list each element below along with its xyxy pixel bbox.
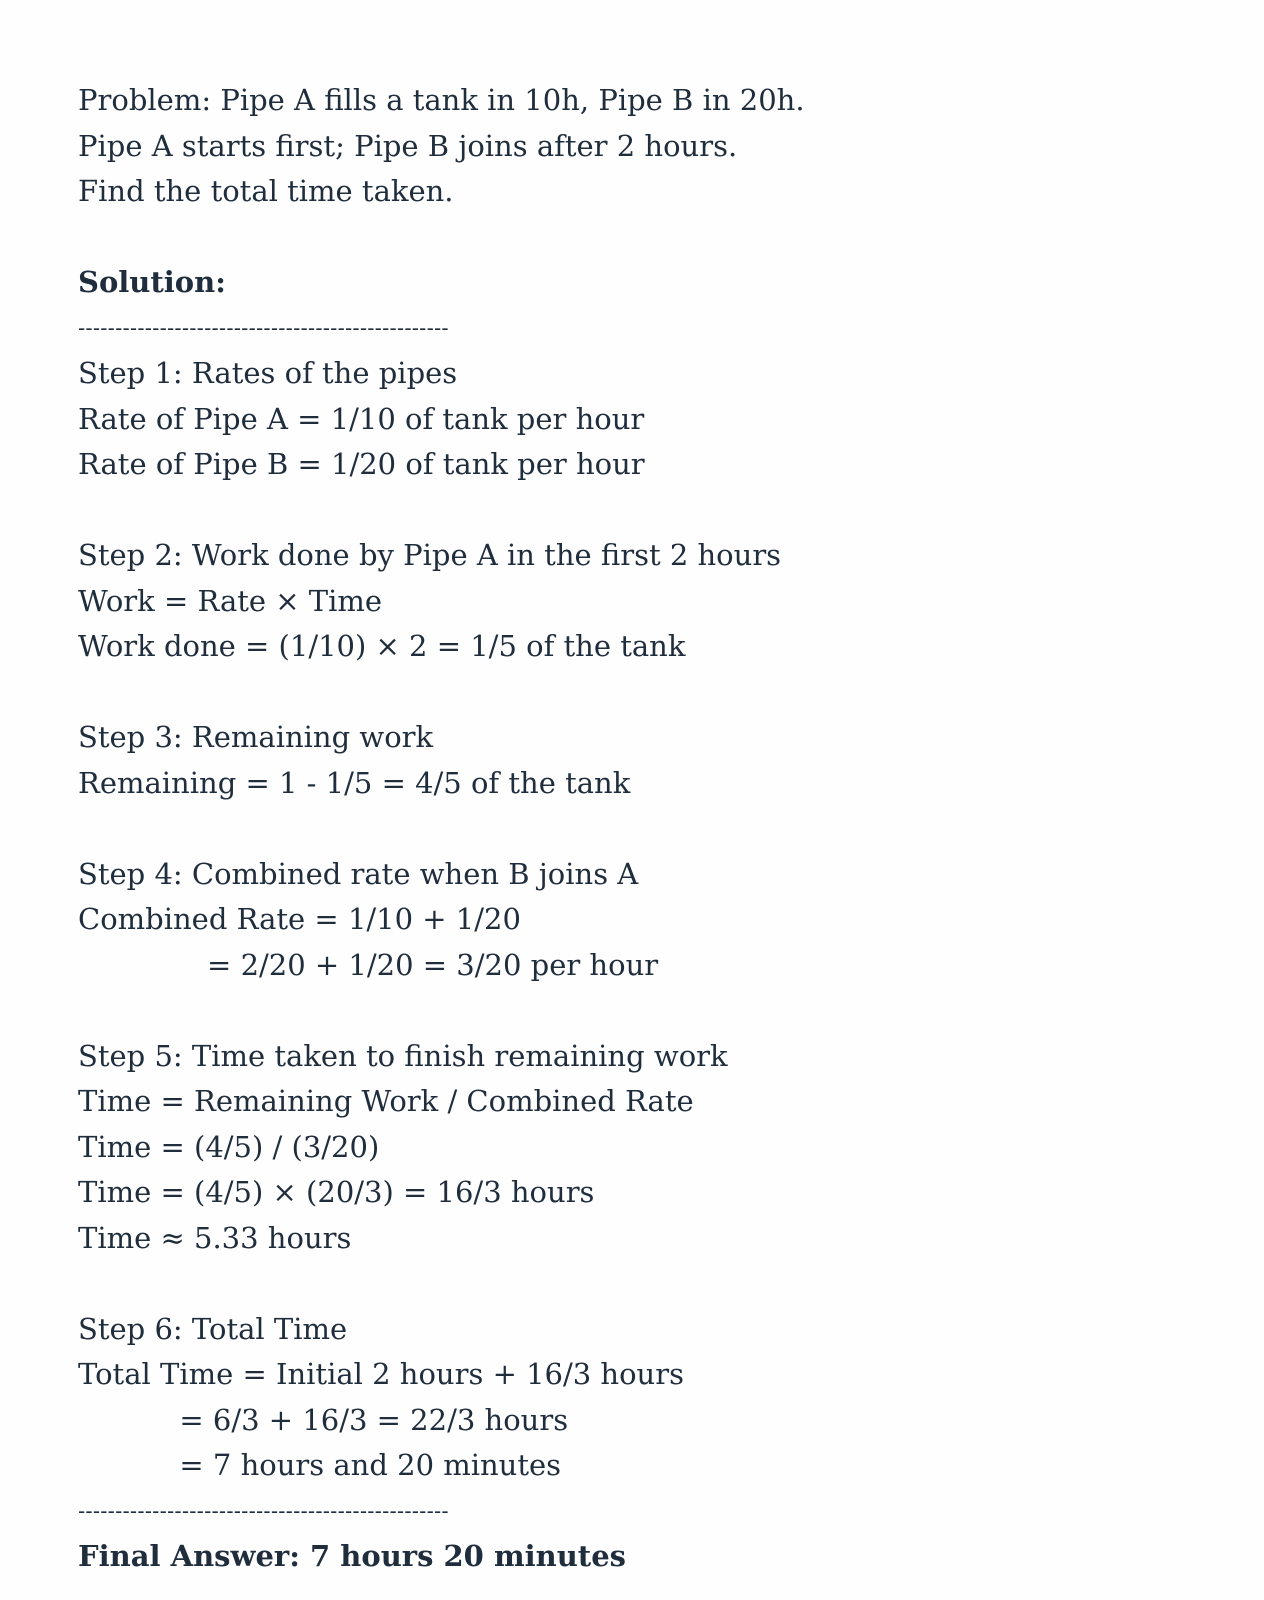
divider-top: -------------------------------------------------- — [78, 315, 449, 340]
spacer — [78, 670, 1198, 716]
step5-line-3: Time = (4/5) × (20/3) = 16/3 hours — [78, 1175, 595, 1209]
step3-title: Step 3: Remaining work — [78, 720, 434, 754]
step6-line-3: = 7 hours and 20 minutes — [78, 1448, 562, 1482]
step4-line-1: Combined Rate = 1/10 + 1/20 — [78, 902, 521, 936]
step4-line-2: = 2/20 + 1/20 = 3/20 per hour — [78, 947, 659, 982]
final-answer: Final Answer: 7 hours 20 minutes — [78, 1539, 626, 1573]
problem-line-3: Find the total time taken. — [78, 174, 454, 208]
step6-title: Step 6: Total Time — [78, 1311, 348, 1346]
spacer — [78, 806, 1198, 852]
step2-line-1: Work = Rate × Time — [78, 583, 383, 618]
step1-line-1: Rate of Pipe A = 1/10 of tank per hour — [78, 401, 645, 436]
step5-title: Step 5: Time taken to finish remaining work — [78, 1038, 728, 1073]
problem-line-2: Pipe A starts first; Pipe B joins after 2 hours. — [78, 128, 738, 163]
problem-line-1: Problem: Pipe A fills a tank in 10h, Pipe B in 20h. — [78, 83, 805, 117]
spacer — [78, 488, 1198, 534]
step5-line-2: Time = (4/5) / (3/20) — [78, 1129, 380, 1164]
step3-line-1: Remaining = 1 - 1/5 = 4/5 of the tank — [78, 765, 631, 800]
step2-line-2: Work done = (1/10) × 2 = 1/5 of the tank — [78, 629, 686, 663]
step5-line-4: Time ≈ 5.33 hours — [78, 1220, 352, 1255]
solution-heading: Solution: — [78, 265, 226, 299]
spacer — [78, 988, 1198, 1034]
step6-line-1: Total Time = Initial 2 hours + 16/3 hours — [78, 1357, 684, 1391]
spacer — [78, 1261, 1198, 1307]
step4-title: Step 4: Combined rate when B joins A — [78, 856, 639, 891]
step2-title: Step 2: Work done by Pipe A in the first 2 hours — [78, 538, 782, 572]
divider-bottom: -------------------------------------------------- — [78, 1498, 449, 1523]
step5-line-1: Time = Remaining Work / Combined Rate — [78, 1084, 694, 1118]
spacer — [78, 215, 1198, 261]
step1-line-2: Rate of Pipe B = 1/20 of tank per hour — [78, 447, 645, 481]
step1-title: Step 1: Rates of the pipes — [78, 356, 458, 390]
step6-line-2: = 6/3 + 16/3 = 22/3 hours — [78, 1402, 569, 1437]
